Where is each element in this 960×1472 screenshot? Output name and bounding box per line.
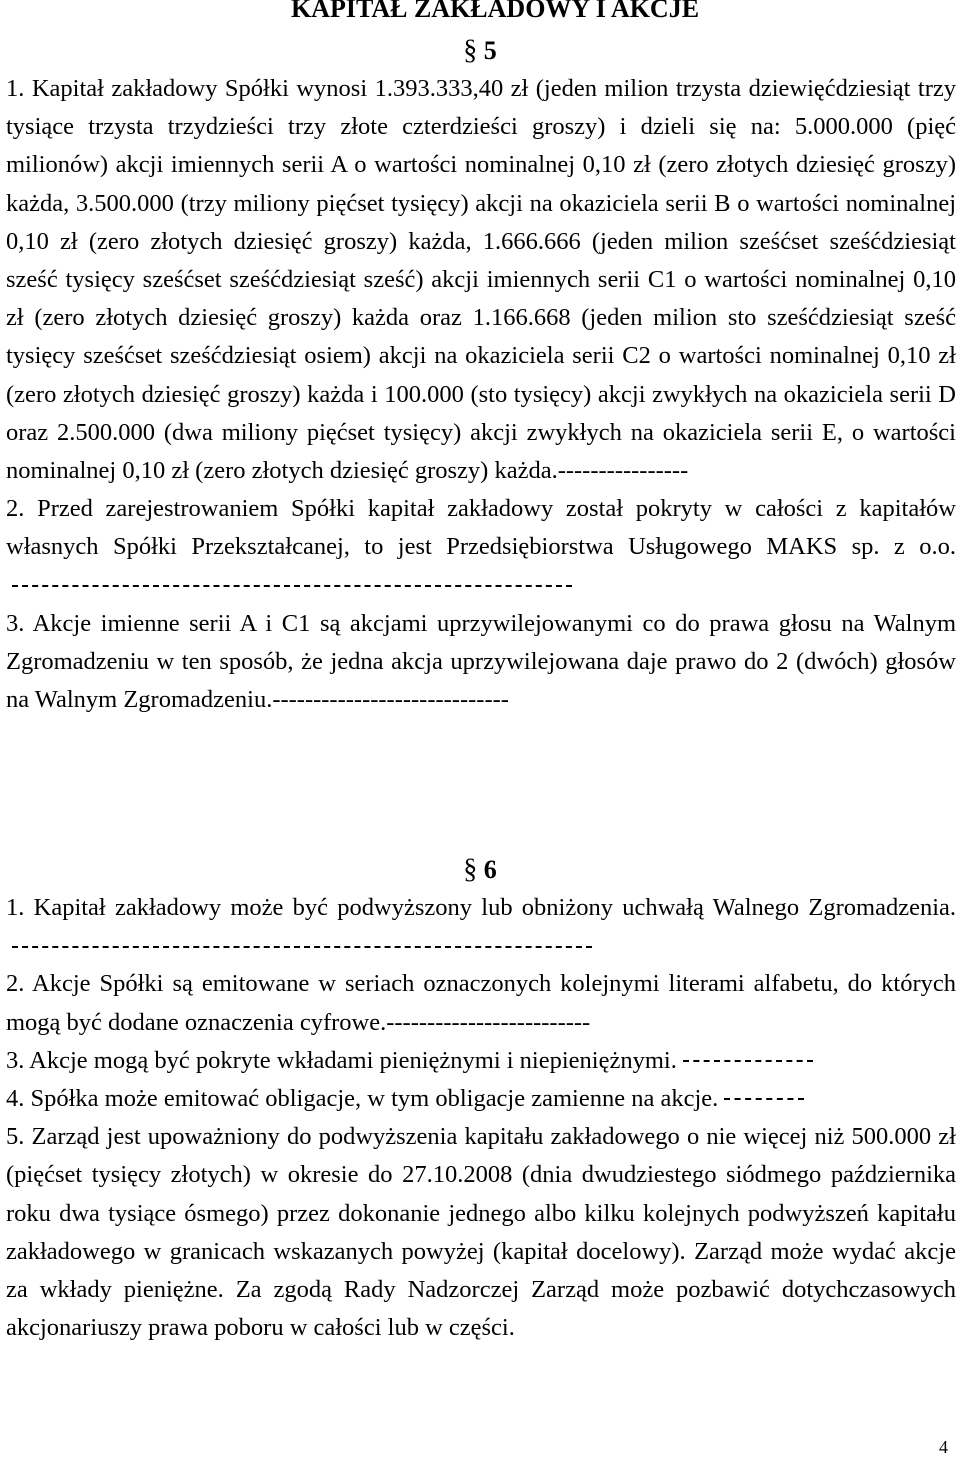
section-6-paragraph-2: 2. Akcje Spółki są emitowane w seriach oznaczonych kolejnymi literami alfabetu, do których mogą być dodane oznaczenia cyfrowe.------------------------- [6,970,956,1036]
section-heading-5 [0,34,960,68]
dash-filler-line [724,1098,804,1102]
section-number: 5 [483,36,497,65]
paragraph-text: 1. Kapitał zakładowy może być podwyższony lub obniżony uchwałą Walnego Zgromadzenia. [6,894,956,921]
section-5-body [6,70,956,719]
paragraph-text: 4. Spółka może emitować obligacje, w tym obligacje zamienne na akcje. [6,1085,719,1113]
section-symbol: § [463,854,478,885]
paragraph-text: 3. Akcje mogą być pokryte wkładami pieniężnymi i niepieniężnymi. [6,1046,677,1074]
section-6-body [6,889,956,1347]
section-heading-6 [0,853,960,887]
section-number: 6 [483,855,497,884]
dash-filler-line [12,946,592,950]
document-title: KAPITAŁ ZAKŁADOWY I AKCJE [290,0,700,23]
section-symbol: § [463,35,478,66]
section-6-paragraph-1 [6,889,956,965]
section-6-paragraph-3 [6,1042,956,1080]
dash-filler-line [683,1060,813,1064]
section-5-paragraph-3: 3. Akcje imienne serii A i C1 są akcjami uprzywilejowanymi co do prawa głosu na Walnym Zgromadzeniu w ten sposób, że jedna akcja uprzywilejowana daje prawo do 2 (dwóch) głosów na Walnym Zgromadzeniu.----------------------------- [6,609,956,714]
page-number: 4 [939,1437,948,1457]
section-6-paragraph-4 [6,1080,956,1118]
section-5-paragraph-2 [6,490,956,605]
section-6-paragraph-5: 5. Zarząd jest upoważniony do podwyższenia kapitału zakładowego o nie więcej niż 500.000 zł (pięćset tysięcy złotych) w okresie do 27.10.2008 (dnia dwudziestego siódmego października roku dwa tysiące ósmego) przez dokonanie jednego albo kilku kolejnych podwyższeń kapitału zakładowego w granicach wskazanych powyżej (kapitał docelowy). Zarząd może wydać akcje za wkłady pieniężne. Za zgodą Rady Nadzorczej Zarząd może pozbawić dotychczasowych akcjonariuszy prawa poboru w całości lub w części. [6,1123,956,1342]
paragraph-text: 2. Przed zarejestrowaniem Spółki kapitał zakładowy został pokryty w całości z kapitałów własnych Spółki Przekształcanej, to jest Przedsiębiorstwa Usługowego MAKS sp. z o.o. [6,495,956,561]
dash-filler-line [12,585,572,589]
section-5-paragraph-1: 1. Kapitał zakładowy Spółki wynosi 1.393.333,40 zł (jeden milion trzysta dziewięćdziesiąt trzy tysiące trzysta trzydzieści trzy złote czterdzieści groszy) i dzieli się na: 5.000.000 (pięć milionów) akcji imiennych serii A o wartości nominalnej 0,10 zł (zero złotych dziesięć groszy) każda, 3.500.000 (trzy miliony pięćset tysięcy) akcji na okaziciela serii B o wartości nominalnej 0,10 zł (zero złotych dziesięć groszy) każda, 1.666.666 (jeden milion sześćset sześćdziesiąt sześć tysięcy sześćset sześćdziesiąt sześć) akcji imiennych serii C1 o wartości nominalnej 0,10 zł (zero złotych dziesięć groszy) każda oraz 1.166.668 (jeden milion sto sześćdziesiąt sześć tysięcy sześćset sześćdziesiąt osiem) akcji na okaziciela serii C2 o wartości nominalnej 0,10 zł (zero złotych dziesięć groszy) każda i 100.000 (sto tysięcy) akcji zwykłych na okaziciela serii D oraz 2.500.000 (dwa miliony pięćset tysięcy) akcji zwykłych na okaziciela serii E, o wartości nominalnej 0,10 zł (zero złotych dziesięć groszy) każda.---------------- [6,75,956,485]
